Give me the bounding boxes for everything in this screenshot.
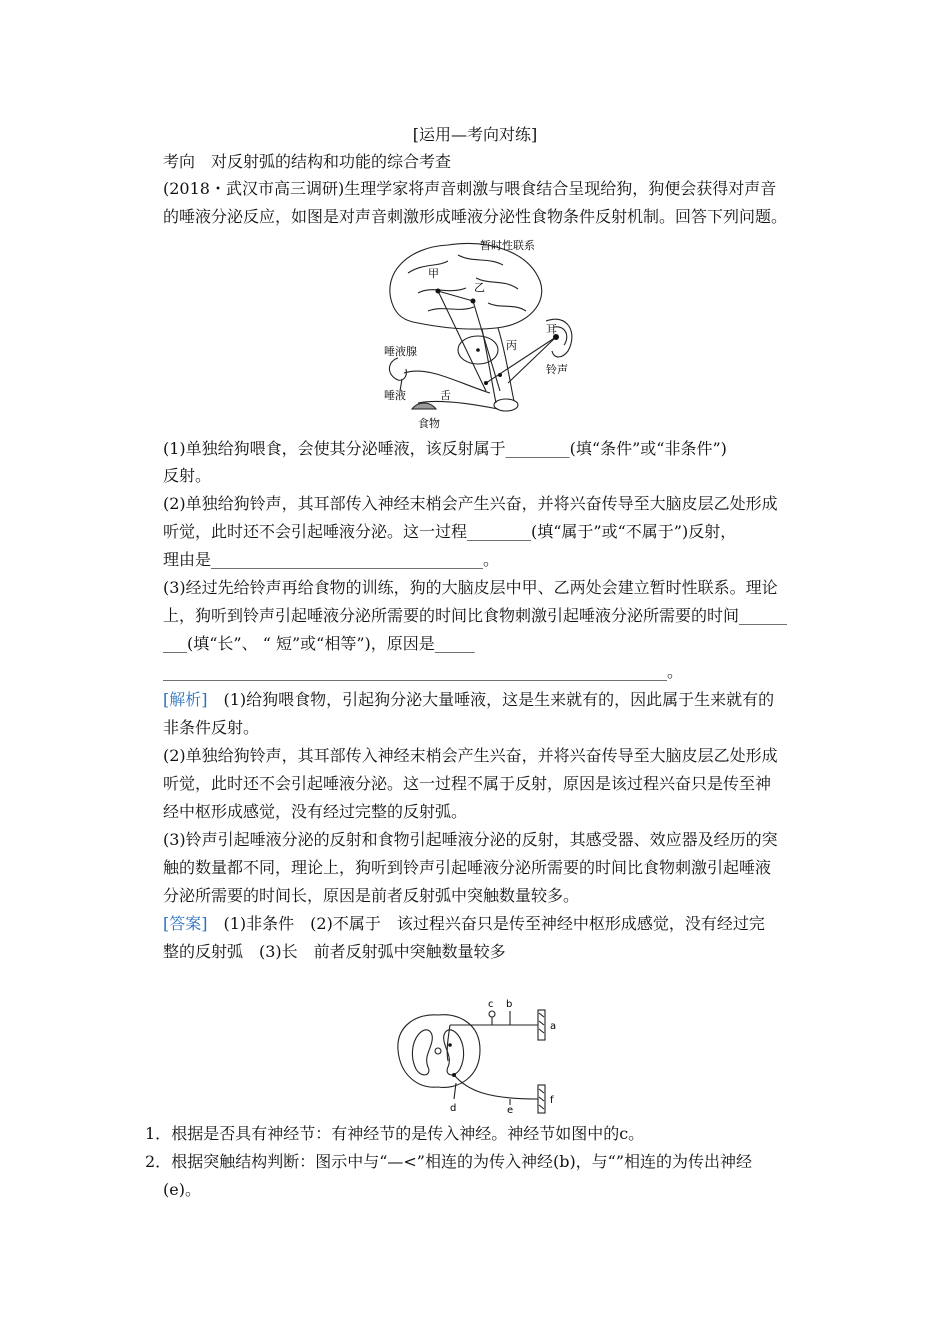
question-3-line-4: _______________________________________________________________。	[163, 662, 683, 681]
analysis-first-text: (1)给狗喂食物，引起狗分泌大量唾液，这是生来就有的，因此属于生来就有的	[207, 690, 775, 709]
question-2-line-2: 听觉，此时还不会引起唾液分泌。这一过程________(填“属于”或“不属于”)反射，	[163, 522, 737, 541]
label-a: a	[550, 1021, 557, 1032]
label-yi: 乙	[474, 281, 485, 294]
tip-1-number: 1．	[145, 1124, 172, 1143]
label-d: d	[450, 1103, 457, 1114]
analysis-tag: [解析]	[163, 690, 208, 709]
label-f: f	[550, 1095, 554, 1106]
answer-line-2: 整的反射弧 (3)长 前者反射弧中突触数量较多	[163, 942, 506, 961]
section-header: [运用—考向对练]	[412, 125, 538, 144]
label-b: b	[506, 999, 513, 1010]
label-lingsheng: 铃声	[546, 363, 568, 376]
answer-line-1	[163, 912, 813, 936]
tip-2	[145, 1150, 795, 1174]
intro-line-2: 的唾液分泌反应，如图是对声音刺激形成唾液分泌性食物条件反射机制。回答下列问题。	[163, 207, 788, 226]
tip-2-continuation: (e)。	[163, 1180, 201, 1199]
kaoxiang-title: 考向 对反射弧的结构和功能的综合考查	[163, 152, 452, 171]
tip-2-text: 根据突触结构判断：图示中与“—<”相连的为传入神经(b)，与“”相连的为传出神经	[171, 1152, 753, 1171]
brain-outline	[390, 244, 542, 330]
intro-line-1: (2018・武汉市高三调研)生理学家将声音刺激与喂食结合呈现给狗，狗便会获得对声音	[163, 179, 777, 198]
label-she: 舌	[440, 389, 451, 402]
label-temporary-link: 暂时性联系	[480, 239, 535, 252]
analysis-line-8: 分泌所需要的时间长，原因是前者反射弧中突触数量较多。	[163, 886, 580, 905]
analysis-line-6: (3)铃声引起唾液分泌的反射和食物引起唾液分泌的反射，其感受器、效应器及经历的突	[163, 830, 778, 849]
tip-1	[145, 1122, 795, 1146]
analysis-line-5: 经中枢形成感觉，没有经过完整的反射弧。	[163, 802, 468, 821]
question-1-line-2: 反射。	[163, 466, 212, 485]
tip-2-number: 2．	[145, 1152, 172, 1171]
question-2-line-1: (2)单独给狗铃声，其耳部传入神经末梢会产生兴奋，并将兴奋传导至大脑皮层乙处形成	[163, 494, 778, 513]
analysis-line-1	[163, 688, 813, 712]
question-1-line-1: (1)单独给狗喂食，会使其分泌唾液，该反射属于________(填“条件”或“非条件”)	[163, 439, 727, 458]
question-3-line-2: 上，狗听到铃声引起唾液分泌所需要的时间比食物刺激引起唾液分泌所需要的时间______	[163, 606, 788, 625]
analysis-line-4: 听觉，此时还不会引起唾液分泌。这一过程不属于反射，原因是该过程兴奋只是传至神	[163, 774, 772, 793]
label-e: e	[507, 1105, 514, 1115]
answer-first-text: (1)非条件 (2)不属于 该过程兴奋只是传至神经中枢形成感觉，没有经过完	[207, 914, 765, 933]
analysis-line-7: 触的数量都不同，理论上，狗听到铃声引起唾液分泌所需要的时间比食物刺激引起唾液	[163, 858, 772, 877]
label-tuoye: 唾液	[384, 389, 406, 402]
spinal-reflex-figure	[388, 995, 568, 1115]
answer-tag: [答案]	[163, 914, 208, 933]
spinal-cord-outline	[398, 1015, 480, 1088]
analysis-line-2: 非条件反射。	[163, 718, 260, 737]
question-3-line-1: (3)经过先给铃声再给食物的训练，狗的大脑皮层中甲、乙两处会建立暂时性联系。理论	[163, 578, 778, 597]
label-er: 耳	[546, 323, 557, 336]
label-tuoyexian: 唾液腺	[384, 345, 417, 358]
question-2-line-3: 理由是__________________________________。	[163, 550, 500, 569]
label-bing: 丙	[506, 339, 517, 352]
analysis-line-3: (2)单独给狗铃声，其耳部传入神经末梢会产生兴奋，并将兴奋传导至大脑皮层乙处形成	[163, 746, 778, 765]
tip-1-text: 根据是否具有神经节：有神经节的是传入神经。神经节如图中的c。	[171, 1124, 645, 1143]
label-c: c	[488, 999, 494, 1010]
label-shiwu: 食物	[418, 417, 440, 430]
label-jia: 甲	[428, 267, 439, 280]
reflex-diagram-figure	[378, 233, 598, 433]
question-3-line-3: ___(填“长”、 “ 短”或“相等”)，原因是_____	[163, 634, 475, 653]
